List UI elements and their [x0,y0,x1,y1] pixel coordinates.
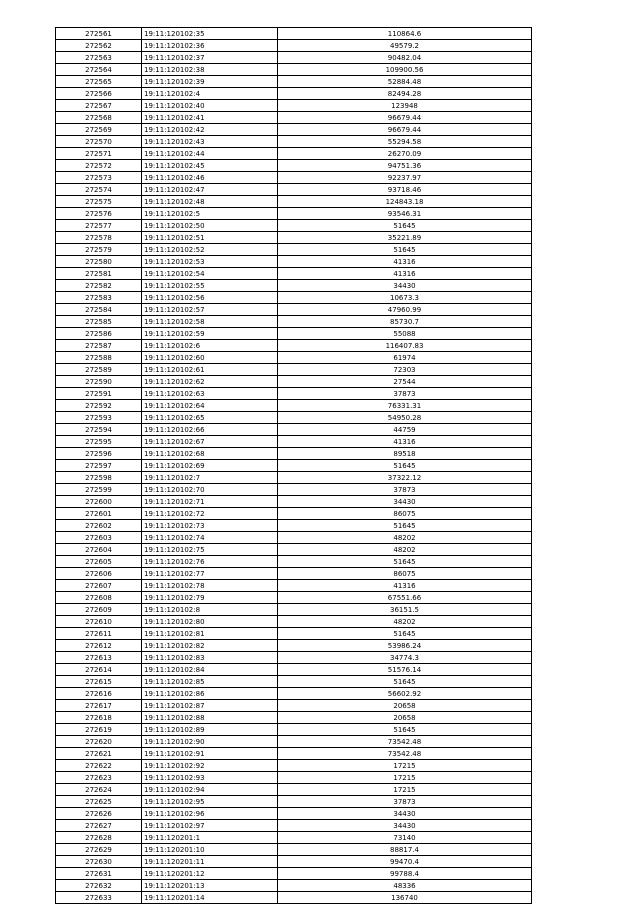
value-cell: 53986.24 [278,640,532,652]
table-row [56,292,532,304]
cadastral-number-cell: 19:11:120102:95 [142,796,278,808]
row-number-cell: 272595 [56,436,142,448]
value-cell: 17215 [278,760,532,772]
row-number-cell: 272569 [56,124,142,136]
table-row [56,220,532,232]
row-number-cell: 272581 [56,268,142,280]
cadastral-number-cell: 19:11:120102:65 [142,412,278,424]
table-row [56,520,532,532]
cadastral-number-cell: 19:11:120102:60 [142,352,278,364]
value-cell: 123948 [278,100,532,112]
cadastral-number-cell: 19:11:120102:38 [142,64,278,76]
table-row [56,592,532,604]
value-cell: 41316 [278,580,532,592]
row-number-cell: 272606 [56,568,142,580]
value-cell: 41316 [278,436,532,448]
table-row [56,796,532,808]
table-row [56,352,532,364]
value-cell: 37322.12 [278,472,532,484]
row-number-cell: 272563 [56,52,142,64]
value-cell: 86075 [278,568,532,580]
value-cell: 73542.48 [278,748,532,760]
value-cell: 55294.58 [278,136,532,148]
table-row [56,664,532,676]
row-number-cell: 272578 [56,232,142,244]
row-number-cell: 272604 [56,544,142,556]
table-row [56,616,532,628]
value-cell: 94751.36 [278,160,532,172]
table-row [56,892,532,904]
table-row [56,184,532,196]
table-row [56,100,532,112]
table-row [56,712,532,724]
cadastral-value-table [55,27,532,904]
cadastral-number-cell: 19:11:120102:48 [142,196,278,208]
value-cell: 124843.18 [278,196,532,208]
table-row [56,64,532,76]
table-row [56,136,532,148]
value-cell: 34430 [278,820,532,832]
table-row [56,172,532,184]
row-number-cell: 272576 [56,208,142,220]
table-row [56,76,532,88]
value-cell: 67551.66 [278,592,532,604]
cadastral-number-cell: 19:11:120102:87 [142,700,278,712]
cadastral-number-cell: 19:11:120102:41 [142,112,278,124]
table-row [56,868,532,880]
table-row [56,424,532,436]
value-cell: 47960.99 [278,304,532,316]
cadastral-number-cell: 19:11:120102:83 [142,652,278,664]
value-cell: 34774.3 [278,652,532,664]
row-number-cell: 272616 [56,688,142,700]
cadastral-number-cell: 19:11:120102:36 [142,40,278,52]
row-number-cell: 272613 [56,652,142,664]
cadastral-number-cell: 19:11:120102:97 [142,820,278,832]
table-row [56,268,532,280]
cadastral-number-cell: 19:11:120102:56 [142,292,278,304]
value-cell: 26270.09 [278,148,532,160]
value-cell: 89518 [278,448,532,460]
cadastral-number-cell: 19:11:120102:68 [142,448,278,460]
row-number-cell: 272586 [56,328,142,340]
row-number-cell: 272611 [56,628,142,640]
row-number-cell: 272562 [56,40,142,52]
row-number-cell: 272571 [56,148,142,160]
cadastral-number-cell: 19:11:120102:45 [142,160,278,172]
row-number-cell: 272585 [56,316,142,328]
value-cell: 27544 [278,376,532,388]
value-cell: 110864.6 [278,28,532,40]
table-row [56,496,532,508]
value-cell: 61974 [278,352,532,364]
cadastral-number-cell: 19:11:120201:12 [142,868,278,880]
row-number-cell: 272567 [56,100,142,112]
table-row [56,52,532,64]
value-cell: 37873 [278,796,532,808]
table-row [56,484,532,496]
cadastral-number-cell: 19:11:120102:43 [142,136,278,148]
table-body [56,28,532,904]
value-cell: 51645 [278,628,532,640]
cadastral-number-cell: 19:11:120201:13 [142,880,278,892]
value-cell: 17215 [278,772,532,784]
row-number-cell: 272579 [56,244,142,256]
value-cell: 44759 [278,424,532,436]
value-cell: 90482.04 [278,52,532,64]
cadastral-number-cell: 19:11:120201:1 [142,832,278,844]
row-number-cell: 272607 [56,580,142,592]
cadastral-number-cell: 19:11:120102:44 [142,148,278,160]
cadastral-number-cell: 19:11:120102:78 [142,580,278,592]
row-number-cell: 272593 [56,412,142,424]
cadastral-number-cell: 19:11:120102:4 [142,88,278,100]
cadastral-number-cell: 19:11:120102:6 [142,340,278,352]
cadastral-number-cell: 19:11:120102:54 [142,268,278,280]
row-number-cell: 272600 [56,496,142,508]
cadastral-number-cell: 19:11:120102:89 [142,724,278,736]
value-cell: 17215 [278,784,532,796]
cadastral-number-cell: 19:11:120102:37 [142,52,278,64]
cadastral-number-cell: 19:11:120102:77 [142,568,278,580]
value-cell: 93718.46 [278,184,532,196]
table-row [56,700,532,712]
row-number-cell: 272617 [56,700,142,712]
cadastral-number-cell: 19:11:120102:92 [142,760,278,772]
row-number-cell: 272573 [56,172,142,184]
table-row [56,112,532,124]
table-row [56,736,532,748]
cadastral-number-cell: 19:11:120102:86 [142,688,278,700]
cadastral-number-cell: 19:11:120102:46 [142,172,278,184]
row-number-cell: 272587 [56,340,142,352]
row-number-cell: 272596 [56,448,142,460]
cadastral-number-cell: 19:11:120102:42 [142,124,278,136]
table-row [56,400,532,412]
table-row [56,376,532,388]
row-number-cell: 272602 [56,520,142,532]
cadastral-number-cell: 19:11:120102:72 [142,508,278,520]
cadastral-number-cell: 19:11:120102:61 [142,364,278,376]
cadastral-number-cell: 19:11:120102:5 [142,208,278,220]
cadastral-number-cell: 19:11:120102:59 [142,328,278,340]
row-number-cell: 272582 [56,280,142,292]
row-number-cell: 272594 [56,424,142,436]
cadastral-number-cell: 19:11:120102:90 [142,736,278,748]
value-cell: 136740 [278,892,532,904]
value-cell: 48336 [278,880,532,892]
table-row [56,640,532,652]
row-number-cell: 272614 [56,664,142,676]
row-number-cell: 272609 [56,604,142,616]
table-row [56,508,532,520]
row-number-cell: 272610 [56,616,142,628]
row-number-cell: 272633 [56,892,142,904]
table-row [56,244,532,256]
cadastral-number-cell: 19:11:120102:66 [142,424,278,436]
table-row [56,568,532,580]
cadastral-number-cell: 19:11:120102:57 [142,304,278,316]
table-row [56,28,532,40]
table-row [56,460,532,472]
value-cell: 36151.5 [278,604,532,616]
cadastral-number-cell: 19:11:120102:81 [142,628,278,640]
table-row [56,760,532,772]
table-row [56,304,532,316]
value-cell: 82494.28 [278,88,532,100]
table-row [56,364,532,376]
table-row [56,556,532,568]
table-row [56,40,532,52]
cadastral-number-cell: 19:11:120102:39 [142,76,278,88]
value-cell: 10673.3 [278,292,532,304]
value-cell: 55088 [278,328,532,340]
table-row [56,388,532,400]
cadastral-number-cell: 19:11:120102:58 [142,316,278,328]
row-number-cell: 272561 [56,28,142,40]
table-row [56,280,532,292]
row-number-cell: 272629 [56,844,142,856]
cadastral-number-cell: 19:11:120102:67 [142,436,278,448]
row-number-cell: 272566 [56,88,142,100]
row-number-cell: 272591 [56,388,142,400]
value-cell: 37873 [278,388,532,400]
row-number-cell: 272601 [56,508,142,520]
value-cell: 41316 [278,256,532,268]
value-cell: 72303 [278,364,532,376]
value-cell: 51645 [278,676,532,688]
row-number-cell: 272564 [56,64,142,76]
value-cell: 85730.7 [278,316,532,328]
value-cell: 51576.14 [278,664,532,676]
row-number-cell: 272588 [56,352,142,364]
cadastral-number-cell: 19:11:120102:70 [142,484,278,496]
cadastral-number-cell: 19:11:120102:93 [142,772,278,784]
cadastral-number-cell: 19:11:120201:11 [142,856,278,868]
table-row [56,856,532,868]
value-cell: 48202 [278,532,532,544]
value-cell: 93546.31 [278,208,532,220]
value-cell: 48202 [278,616,532,628]
value-cell: 73140 [278,832,532,844]
row-number-cell: 272584 [56,304,142,316]
row-number-cell: 272623 [56,772,142,784]
value-cell: 54950.28 [278,412,532,424]
row-number-cell: 272568 [56,112,142,124]
value-cell: 35221.89 [278,232,532,244]
value-cell: 20658 [278,712,532,724]
value-cell: 20658 [278,700,532,712]
table-row [56,880,532,892]
cadastral-number-cell: 19:11:120102:55 [142,280,278,292]
value-cell: 37873 [278,484,532,496]
table-row [56,808,532,820]
table-row [56,544,532,556]
row-number-cell: 272608 [56,592,142,604]
table-row [56,328,532,340]
table-row [56,232,532,244]
table-row [56,604,532,616]
cadastral-number-cell: 19:11:120102:91 [142,748,278,760]
value-cell: 86075 [278,508,532,520]
table-row [56,652,532,664]
value-cell: 96679.44 [278,112,532,124]
table-row [56,256,532,268]
table-row [56,820,532,832]
table-row [56,724,532,736]
value-cell: 99788.4 [278,868,532,880]
row-number-cell: 272603 [56,532,142,544]
cadastral-number-cell: 19:11:120102:35 [142,28,278,40]
value-cell: 92237.97 [278,172,532,184]
value-cell: 56602.92 [278,688,532,700]
table-row [56,748,532,760]
row-number-cell: 272625 [56,796,142,808]
value-cell: 52884.48 [278,76,532,88]
row-number-cell: 272618 [56,712,142,724]
row-number-cell: 272626 [56,808,142,820]
cadastral-number-cell: 19:11:120102:64 [142,400,278,412]
table-row [56,844,532,856]
cadastral-number-cell: 19:11:120102:74 [142,532,278,544]
table-row [56,580,532,592]
cadastral-number-cell: 19:11:120102:52 [142,244,278,256]
value-cell: 51645 [278,724,532,736]
cadastral-number-cell: 19:11:120102:73 [142,520,278,532]
cadastral-number-cell: 19:11:120102:96 [142,808,278,820]
value-cell: 99470.4 [278,856,532,868]
cadastral-number-cell: 19:11:120102:7 [142,472,278,484]
table-row [56,88,532,100]
cadastral-number-cell: 19:11:120102:94 [142,784,278,796]
cadastral-number-cell: 19:11:120102:69 [142,460,278,472]
row-number-cell: 272630 [56,856,142,868]
cadastral-number-cell: 19:11:120102:76 [142,556,278,568]
table-row [56,772,532,784]
value-cell: 96679.44 [278,124,532,136]
cadastral-number-cell: 19:11:120102:82 [142,640,278,652]
row-number-cell: 272624 [56,784,142,796]
row-number-cell: 272619 [56,724,142,736]
table-row [56,688,532,700]
value-cell: 34430 [278,496,532,508]
table-row [56,628,532,640]
row-number-cell: 272570 [56,136,142,148]
table-row [56,532,532,544]
value-cell: 88817.4 [278,844,532,856]
table-row [56,832,532,844]
table-row [56,340,532,352]
cadastral-number-cell: 19:11:120102:51 [142,232,278,244]
cadastral-number-cell: 19:11:120102:8 [142,604,278,616]
cadastral-number-cell: 19:11:120201:10 [142,844,278,856]
table-row [56,784,532,796]
row-number-cell: 272631 [56,868,142,880]
table-row [56,436,532,448]
value-cell: 51645 [278,556,532,568]
cadastral-number-cell: 19:11:120201:14 [142,892,278,904]
cadastral-number-cell: 19:11:120102:71 [142,496,278,508]
row-number-cell: 272583 [56,292,142,304]
cadastral-number-cell: 19:11:120102:40 [142,100,278,112]
cadastral-number-cell: 19:11:120102:63 [142,388,278,400]
cadastral-number-cell: 19:11:120102:50 [142,220,278,232]
table-row [56,676,532,688]
table-row [56,124,532,136]
row-number-cell: 272620 [56,736,142,748]
table-row [56,472,532,484]
cadastral-number-cell: 19:11:120102:62 [142,376,278,388]
cadastral-number-cell: 19:11:120102:88 [142,712,278,724]
table-row [56,316,532,328]
cadastral-number-cell: 19:11:120102:79 [142,592,278,604]
table-row [56,448,532,460]
table-row [56,160,532,172]
value-cell: 34430 [278,280,532,292]
value-cell: 73542.48 [278,736,532,748]
cadastral-number-cell: 19:11:120102:84 [142,664,278,676]
cadastral-number-cell: 19:11:120102:75 [142,544,278,556]
table-row [56,148,532,160]
row-number-cell: 272575 [56,196,142,208]
value-cell: 76331.31 [278,400,532,412]
row-number-cell: 272580 [56,256,142,268]
row-number-cell: 272627 [56,820,142,832]
value-cell: 34430 [278,808,532,820]
row-number-cell: 272599 [56,484,142,496]
row-number-cell: 272589 [56,364,142,376]
row-number-cell: 272622 [56,760,142,772]
row-number-cell: 272574 [56,184,142,196]
table-row [56,412,532,424]
row-number-cell: 272597 [56,460,142,472]
value-cell: 51645 [278,244,532,256]
row-number-cell: 272615 [56,676,142,688]
row-number-cell: 272577 [56,220,142,232]
row-number-cell: 272565 [56,76,142,88]
row-number-cell: 272598 [56,472,142,484]
row-number-cell: 272628 [56,832,142,844]
table-row [56,208,532,220]
value-cell: 116407.83 [278,340,532,352]
value-cell: 109900.56 [278,64,532,76]
row-number-cell: 272605 [56,556,142,568]
row-number-cell: 272590 [56,376,142,388]
value-cell: 51645 [278,460,532,472]
value-cell: 48202 [278,544,532,556]
value-cell: 49579.2 [278,40,532,52]
value-cell: 51645 [278,520,532,532]
table-row [56,196,532,208]
row-number-cell: 272621 [56,748,142,760]
cadastral-number-cell: 19:11:120102:80 [142,616,278,628]
row-number-cell: 272592 [56,400,142,412]
cadastral-number-cell: 19:11:120102:53 [142,256,278,268]
cadastral-number-cell: 19:11:120102:85 [142,676,278,688]
cadastral-number-cell: 19:11:120102:47 [142,184,278,196]
row-number-cell: 272612 [56,640,142,652]
value-cell: 41316 [278,268,532,280]
row-number-cell: 272572 [56,160,142,172]
value-cell: 51645 [278,220,532,232]
row-number-cell: 272632 [56,880,142,892]
